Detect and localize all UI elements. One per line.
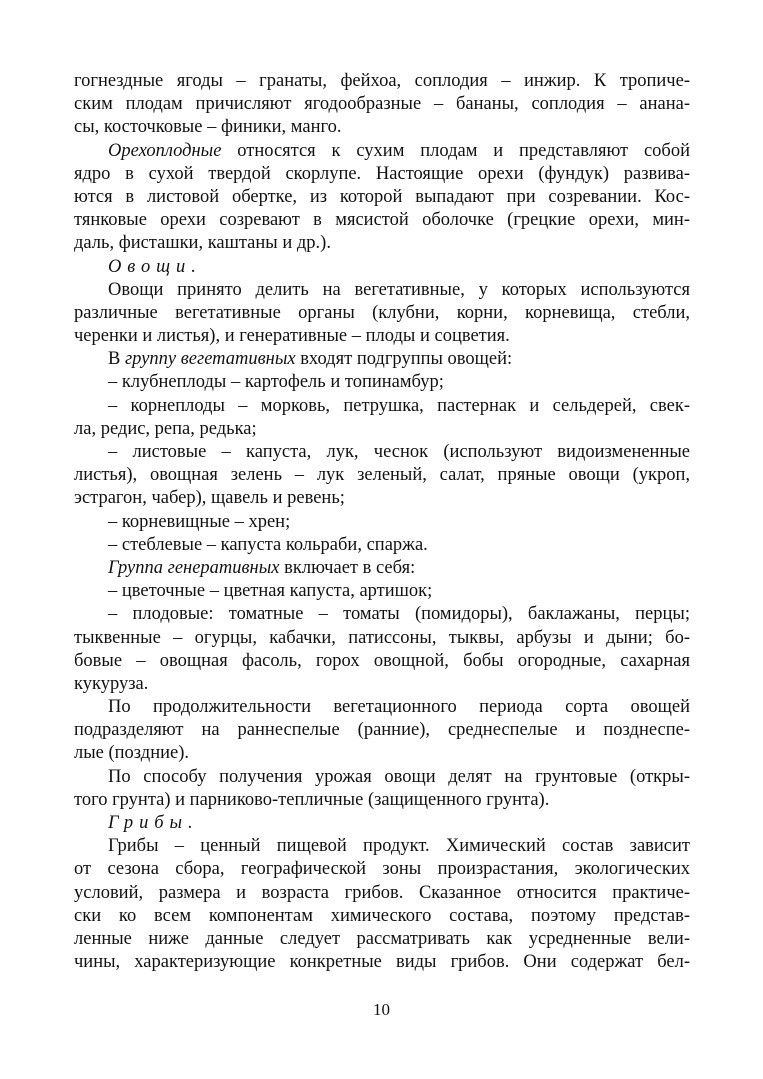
italic-term: группу вегетативных [124,349,296,370]
text-line: ленные ниже данные следует рассматривать как усредненные вели- [74,928,690,949]
text-line: условий, размера и возраста грибов. Сказанное относится практиче- [74,882,690,903]
list-item: – листовые – капуста, лук, чеснок (используют видоизмененные [108,442,690,462]
text-line: Овощи принято делить на вегетативные, у которых используются [108,279,690,300]
list-item: – корневищные – хрен; [108,511,291,532]
italic-term: Орехоплодные [108,140,222,161]
list-item: – стеблевые – капуста кольраби, спаржа. [108,534,428,555]
page-number: 10 [373,1000,390,1019]
text-line: эстрагон, чабер), щавель и ревень; [74,488,345,509]
text-line: чины, характеризующие конкретные виды грибов. Они содержат бел- [74,952,690,973]
text-line: гогнездные ягоды – гранаты, фейхоа, соплодия – инжир. К тропиче- [74,71,690,91]
list-item: – клубнеплоды – картофель и топинамбур; [108,372,444,393]
text-line: По продолжительности вегетационного периода сорта овощей [108,697,690,718]
text-line: того грунта) и парниково-тепличные (защищенного грунта). [74,789,550,810]
italic-term: Группа генеративных [108,557,280,578]
text-line: от сезона сбора, географической зоны произрастания, экологических [74,859,690,880]
text-line: По способу получения урожая овощи делят на грунтовые (откры- [108,766,690,787]
text-line: ются в листовой обертке, из которой выпадают при созревании. Кос- [74,186,690,207]
text-line: сы, косточковые – финики, манго. [74,117,342,138]
document-body [74,70,690,974]
text-line: подразделяют на раннеспелые (ранние), среднеспелые и позднеспе- [74,720,690,741]
text-line: черенки и листья), и генеративные – плоды и соцветия. [74,326,510,347]
text-line: ски ко всем компонентам химического состава, поэтому представ- [74,905,690,926]
text-line: Группа генеративных включает в себя: [108,557,416,578]
text-line: даль, фисташки, каштаны и др.). [74,233,331,254]
text-line: Орехоплодные относятся к сухим плодам и представляют собой [108,140,690,161]
text-line: листья), овощная зелень – лук зеленый, салат, пряные овощи (укроп, [74,465,690,486]
section-heading-vegetables: Овощи. [108,256,202,277]
list-item: – цветочные – цветная капуста, артишок; [108,581,433,602]
text-line: тыквенные – огурцы, кабачки, патиссоны, тыквы, арбузы и дыни; бо- [74,627,690,648]
section-heading-mushrooms: Грибы. [108,813,199,833]
text-line: различные вегетативные органы (клубни, корни, корневища, стебли, [74,302,690,323]
text-line: кукуруза. [74,673,149,694]
text-line: Грибы – ценный пищевой продукт. Химический состав зависит [108,836,690,857]
text-line: В группу вегетативных входят подгруппы овощей: [108,349,513,370]
text-line: ядро в сухой твердой скорлупе. Настоящие орехи (фундук) развива- [74,163,690,184]
text-line: бовые – овощная фасоль, горох овощной, бобы огородные, сахарная [74,650,690,671]
text-line: ским плодам причисляют ягодообразные – бананы, соплодия – анана- [74,94,690,115]
list-item: – корнеплоды – морковь, петрушка, пастернак и сельдерей, свек- [108,395,690,416]
list-item: – плодовые: томатные – томаты (помидоры), баклажаны, перцы; [108,604,690,625]
text-line: ла, редис, репа, редька; [74,418,257,439]
text-line: лые (поздние). [74,743,189,764]
text-line: тянковые орехи созревают в мясистой оболочке (грецкие орехи, мин- [74,210,690,231]
